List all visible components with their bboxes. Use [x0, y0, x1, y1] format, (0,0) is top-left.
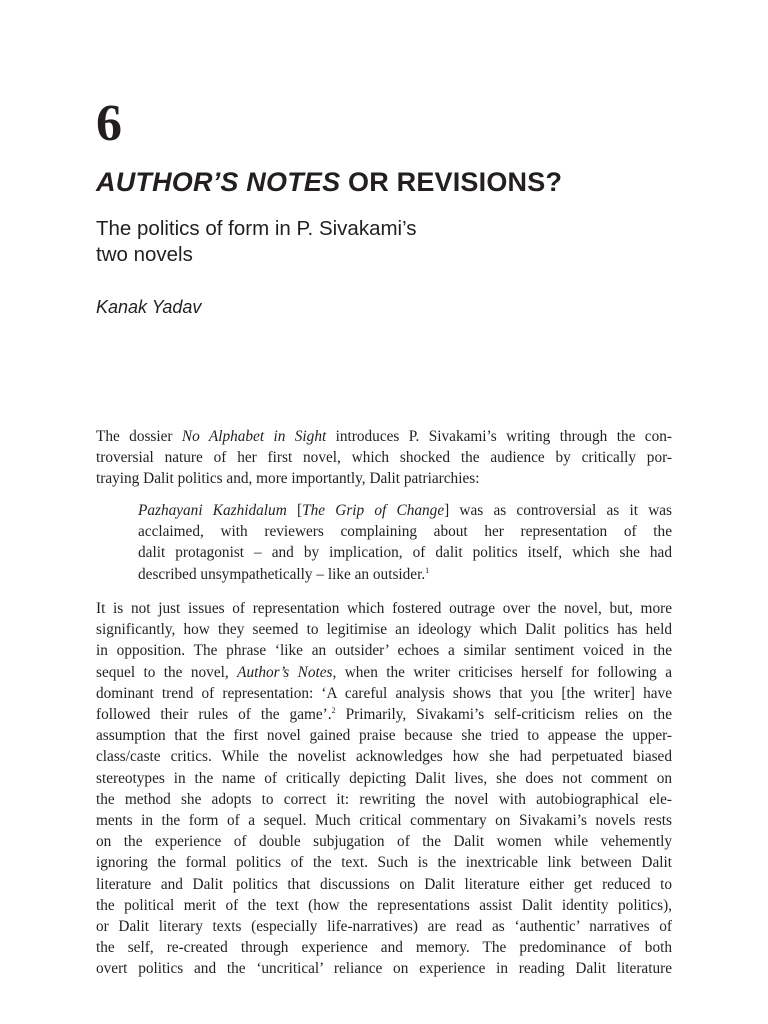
text-run: ] was as controversial as it was: [444, 502, 672, 519]
text-run: [: [286, 502, 303, 519]
subtitle-line: two novels: [96, 243, 193, 266]
book-title: Author’s Notes: [237, 663, 333, 681]
text-line: on the experience of double subjugation of the Dalit women while vehemently: [96, 833, 672, 851]
text-line: It is not just issues of representation which fostered outrage over the novel, but, more: [96, 600, 672, 617]
text-run: sequel to the novel,: [96, 663, 238, 681]
book-title: Pazhayani Kazhidalum: [138, 502, 287, 519]
chapter-title-italic: AUTHOR’S NOTES: [96, 167, 341, 197]
footnote-ref[interactable]: 2: [331, 706, 336, 716]
block-quote: [138, 500, 672, 585]
text-run: introduces P. Sivakami’s writing through the con-: [326, 428, 672, 445]
book-title: No Alphabet in Sight: [181, 428, 327, 445]
text-line: ignoring the formal politics of the text. Such is the inextricable link between Dalit: [96, 854, 672, 872]
body-paragraph: [96, 598, 672, 980]
text-run: The dossier: [96, 428, 182, 445]
text-run: followed their rules of the game’.: [96, 706, 332, 724]
text-line: significantly, how they seemed to legitimise an ideology which Dalit politics has held: [96, 621, 672, 639]
text-line: [96, 704, 672, 725]
text-line: troversial nature of her first novel, which shocked the audience by critically por-: [96, 449, 672, 467]
text-line: [138, 564, 672, 585]
text-run: , when the writer criticises herself for following a: [332, 663, 672, 681]
book-title: The Grip of Change: [302, 502, 445, 519]
text-line: [96, 426, 672, 447]
text-line: class/caste critics. While the novelist acknowledges how she had perpetuated biased: [96, 748, 672, 766]
author-name: Kanak Yadav: [96, 297, 202, 317]
footnote-ref[interactable]: 1: [425, 565, 430, 575]
chapter-subtitle: [96, 216, 556, 268]
chapter-title-rest: OR REVISIONS?: [340, 167, 563, 197]
intro-paragraph: [96, 426, 672, 490]
text-line: [96, 662, 672, 683]
text-line: or Dalit literary texts (especially life-narratives) are read as ‘authentic’ narratives of: [96, 918, 672, 936]
text-line: dominant trend of representation: ‘A careful analysis shows that you [the writer] have: [96, 684, 672, 702]
text-line: overt politics and the ‘uncritical’ reliance on experience in reading Dalit literature: [96, 960, 672, 978]
subtitle-line: The politics of form in P. Sivakami’s: [96, 217, 417, 240]
chapter-number: 6: [96, 95, 122, 152]
text-line: ments in the form of a sequel. Much critical commentary on Sivakami’s novels rests: [96, 812, 672, 830]
text-line: the self, re-created through experience and memory. The predominance of both: [96, 939, 672, 957]
chapter-title: [96, 164, 562, 200]
text-line: the method she adopts to correct it: rewriting the novel with autobiographical ele-: [96, 790, 672, 808]
text-line: literature and Dalit politics that discussions on Dalit literature either get reduced to: [96, 875, 672, 893]
text-line: stereotypes in the name of critically depicting Dalit lives, she does not comment on: [96, 769, 672, 787]
text-line: dalit protagonist – and by implication, of dalit politics itself, which she had: [138, 544, 672, 562]
text-run: Primarily, Sivakami’s self-criticism relies on the: [335, 706, 672, 724]
text-line: traying Dalit politics and, more importantly, Dalit patriarchies:: [96, 470, 480, 488]
text-line: acclaimed, with reviewers complaining about her representation of the: [138, 523, 672, 541]
text-line: assumption that the first novel gained praise because she tried to appease the upper-: [96, 727, 672, 745]
text-run: described unsympathetically – like an outsider.: [138, 565, 426, 583]
text-line: the political merit of the text (how the representations assist Dalit identity politics),: [96, 896, 672, 914]
text-line: in opposition. The phrase ‘like an outsider’ echoes a similar sentiment voiced in the: [96, 642, 672, 660]
text-line: [138, 500, 672, 521]
